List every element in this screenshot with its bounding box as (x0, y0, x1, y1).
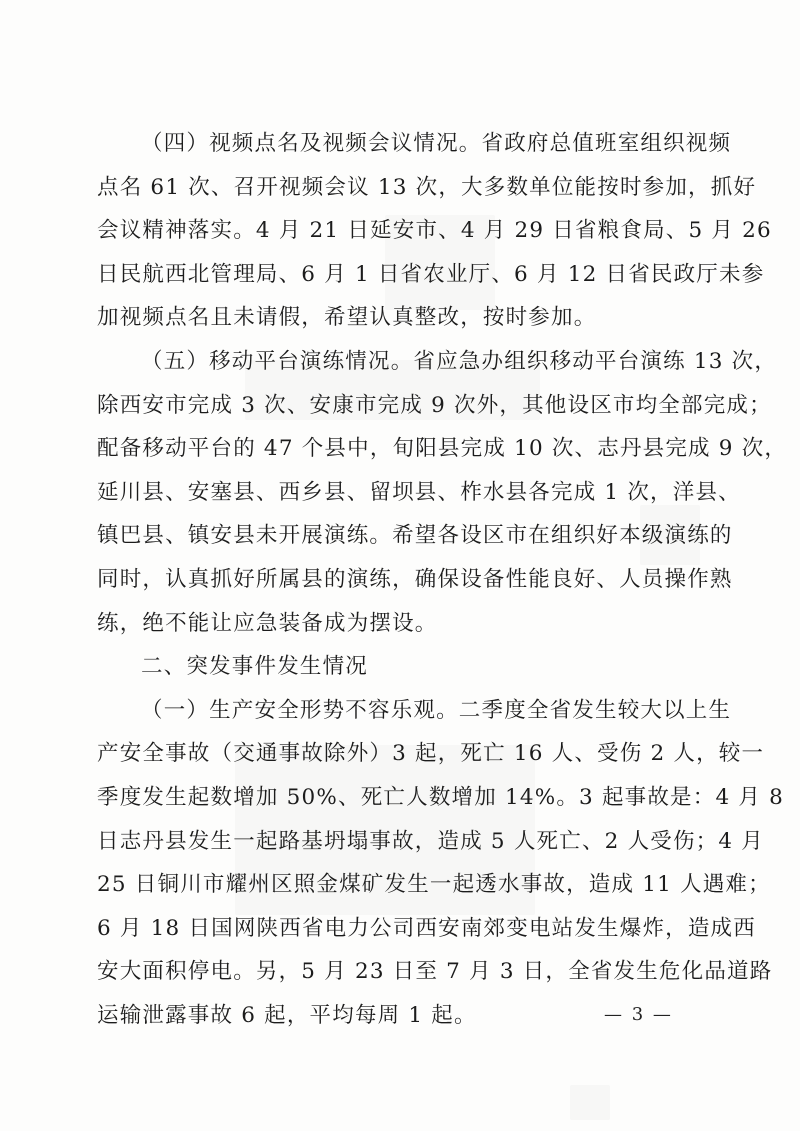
text-line: 点名 61 次、召开视频会议 13 次，大多数单位能按时参加，抓好 (97, 174, 757, 200)
section-video-roll-call (97, 122, 772, 340)
section-production-safety (97, 689, 784, 1038)
text-line: 运输泄露事故 6 起，平均每周 1 起。 (97, 1002, 477, 1028)
text-line: 练，绝不能让应急装备成为摆设。 (97, 610, 438, 636)
section-mobile-platform-drill (97, 340, 788, 645)
text-line: 产安全事故（交通事故除外）3 起，死亡 16 人、受伤 2 人，较一 (97, 741, 765, 767)
text-line: 6 月 18 日国网陕西省电力公司西安南郊变电站发生爆炸，造成西 (97, 915, 756, 941)
text-line: 延川县、安塞县、西乡县、留坝县、柞水县各完成 1 次，洋县、 (97, 479, 741, 505)
text-line: （四）视频点名及视频会议情况。省政府总值班室组织视频 (141, 131, 732, 156)
text-line: 同时，认真抓好所属县的演练，确保设备性能良好、人员操作熟 (97, 566, 733, 592)
text-line: 除西安市完成 3 次、安康市完成 9 次外，其他设区市均全部完成； (97, 392, 772, 418)
text-line: （一）生产安全形势不容乐观。二季度全省发生较大以上生 (141, 697, 732, 723)
text-line: 配备移动平台的 47 个县中，旬阳县完成 10 次、志丹县完成 9 次， (97, 436, 788, 462)
text-line: 季度发生起数增加 50%、死亡人数增加 14%。3 起事故是：4 月 8 (97, 784, 784, 810)
document-body (97, 122, 788, 1037)
page-number: — 3 — (604, 1004, 673, 1025)
text-line: 会议精神落实。4 月 21 日延安市、4 月 29 日省粮食局、5 月 26 (97, 218, 772, 244)
text-line: （五）移动平台演练情况。省应急办组织移动平台演练 13 次， (141, 348, 778, 374)
text-line: 日志丹县发生一起路基坍塌事故，造成 5 人死亡、2 人受伤；4 月 (97, 828, 764, 854)
text-line: 加视频点名且未请假，希望认真整改，按时参加。 (97, 305, 597, 331)
section-heading: 二、突发事件发生情况 (141, 654, 369, 680)
text-line: 安大面积停电。另，5 月 23 日至 7 月 3 日，全省发生危化品道路 (97, 959, 773, 985)
text-line: 日民航西北管理局、6 月 1 日省农业厅、6 月 12 日省民政厅未参 (97, 261, 765, 287)
text-line: 25 日铜川市耀州区照金煤矿发生一起透水事故，造成 11 人遇难； (97, 872, 771, 898)
bleed-through-mark (570, 1085, 610, 1120)
text-line: 镇巴县、镇安县未开展演练。希望各设区市在组织好本级演练的 (97, 523, 733, 549)
